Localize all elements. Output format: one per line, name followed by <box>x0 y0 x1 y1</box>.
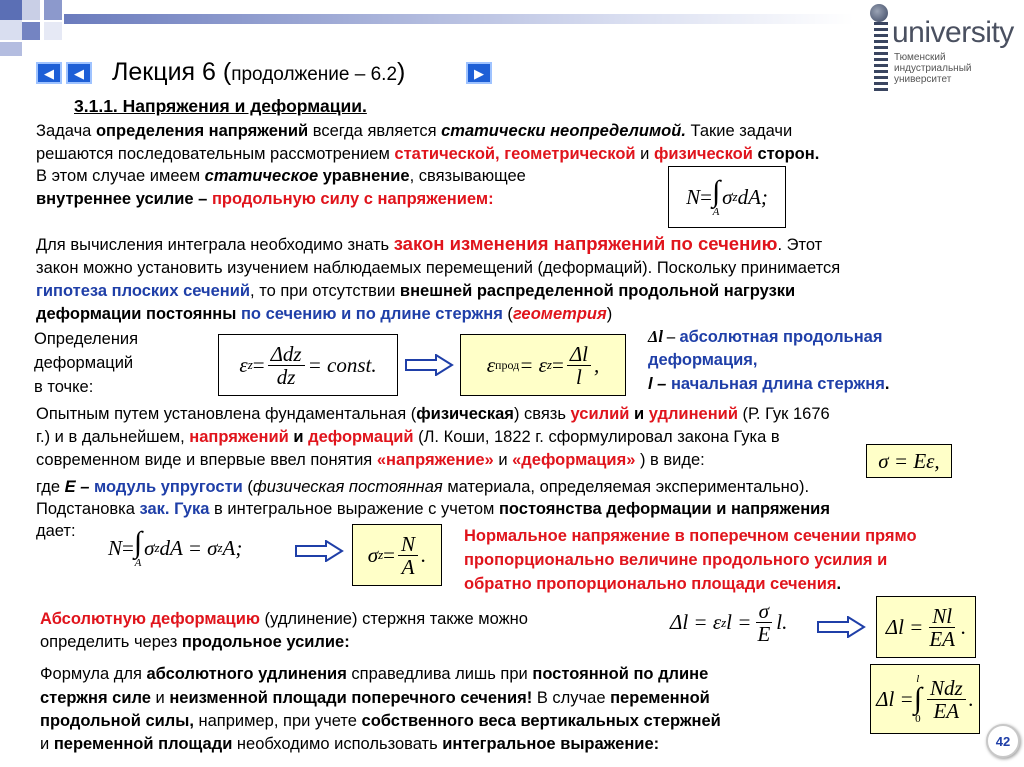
logo-line-2: индустриальный <box>894 63 972 74</box>
p1-n: , связывающее <box>409 167 526 185</box>
p5-b: физическая <box>416 405 514 423</box>
p5-line-3 <box>36 450 705 471</box>
p10-e: стержня силе <box>40 689 151 707</box>
f5-eq: = <box>122 535 134 560</box>
f3-end: , <box>594 352 600 377</box>
p10-d: постоянной по длине <box>532 665 709 683</box>
p2-g: внешней распределенной продольной нагрузки <box>399 282 796 300</box>
f2-end: = const. <box>307 352 377 377</box>
deco-square-6 <box>0 42 22 56</box>
f1-body: σ <box>722 184 733 209</box>
deco-square-4 <box>0 20 22 40</box>
p4-line-1 <box>648 326 882 348</box>
p4-e: . <box>884 375 890 393</box>
p1-l: статическое <box>204 167 319 185</box>
p7-line-1 <box>36 499 830 520</box>
f8-num: Nl <box>929 605 955 628</box>
f9-int: ∫ <box>913 682 922 715</box>
page-number-badge <box>986 724 1020 758</box>
p1-e: Такие задачи <box>685 122 793 140</box>
deco-square-5 <box>22 22 40 40</box>
p6-a: где <box>36 478 65 496</box>
p8-d: . <box>836 575 842 593</box>
f5-lim: A <box>134 557 142 569</box>
next-slide-icon: ▶ <box>474 65 484 81</box>
f1-lhs: N <box>686 184 701 209</box>
f3-frac <box>567 343 591 388</box>
p8-line-2: пропорционально величине продольного усилия и <box>464 551 888 569</box>
p2-k: геометрия <box>512 305 607 323</box>
p6-d: ( <box>242 478 253 496</box>
first-slide-icon: ◀ <box>44 65 54 81</box>
f8-den: EA <box>929 626 955 651</box>
p5-f: удлинений <box>648 405 738 423</box>
p2-i: по сечению и по длине стержня <box>236 305 503 323</box>
f9-bot: 0 <box>915 713 921 725</box>
p10-line-4 <box>40 734 659 755</box>
p10-h: В случае <box>532 689 611 707</box>
f3-lhs: ε <box>486 352 496 377</box>
f4-text: σ = Eε, <box>878 448 940 473</box>
p10-o: необходимо использовать <box>232 735 443 753</box>
p5-d: усилий <box>570 405 630 423</box>
f5-lhs: N <box>108 535 123 560</box>
p4-c: l – <box>648 375 671 393</box>
p1-f: решаются последовательным рассмотрением <box>36 145 395 163</box>
f5-body: σ <box>144 535 155 560</box>
p10-n: переменной площади <box>53 735 233 753</box>
p9-b: (удлинение) стержня также можно <box>259 610 528 628</box>
p5-l: (Л. Коши, 1822 г. сформулировал закона Гука в <box>413 428 780 446</box>
p10-g: неизменной площади поперечного сечения! <box>169 689 533 707</box>
p9-c: определить через <box>40 633 182 651</box>
p8-c: обратно пропорционально площади сечения <box>464 575 837 593</box>
f3-sub2: z <box>546 357 552 372</box>
p5-m: современном виде и впервые ввел понятия <box>36 451 377 469</box>
p9-line-2 <box>40 632 350 653</box>
f5-sub2: z <box>217 540 223 555</box>
p10-k: например, при учете <box>193 712 362 730</box>
deco-square-7 <box>44 22 62 40</box>
p9-d: продольное усилие: <box>181 633 350 651</box>
p2-line-4 <box>36 304 612 325</box>
f5-mid: dA = σ <box>159 535 218 560</box>
p5-a: Опытным путем установлена фундаментальная ( <box>36 405 417 423</box>
formula-static-equation <box>668 166 786 228</box>
p2-c: . Этот <box>777 236 823 254</box>
f7-lhs: Δl = ε <box>670 610 722 634</box>
f7-frac <box>754 600 773 645</box>
f5-end: A; <box>222 535 243 560</box>
f6-sub: z <box>378 547 384 562</box>
p5-g: (Р. Гук 1676 <box>737 405 830 423</box>
p10-j: продольной силы, <box>40 712 194 730</box>
f9-lhs: Δl = <box>876 686 914 711</box>
p7-b: зак. Гука <box>139 500 210 518</box>
formula-integral-elongation <box>870 664 980 734</box>
p5-e: и <box>629 405 649 423</box>
p1-a: Задача <box>36 122 96 140</box>
p7-a: Подстановка <box>36 500 140 518</box>
f2-frac <box>268 343 305 388</box>
formula-normal-stress <box>352 524 442 586</box>
p7-line-2: дает: <box>36 522 76 540</box>
f3-sub: прод <box>495 357 520 372</box>
deco-square-2 <box>22 0 40 20</box>
p1-o: внутреннее усилие – <box>36 190 212 208</box>
formula-elongation-derivation <box>670 600 787 645</box>
formula-longitudinal-strain <box>460 334 626 396</box>
p10-c: справедлива лишь при <box>346 665 533 683</box>
f1-lim: A <box>712 206 720 218</box>
p10-i: переменной <box>610 689 710 707</box>
f9-den: EA <box>933 698 960 723</box>
p1-c: всегда является <box>308 122 442 140</box>
p1-g: статической, геометрической <box>394 145 636 163</box>
deco-square-1 <box>0 0 22 20</box>
p2-a: Для вычисления интеграла необходимо знать <box>36 236 394 254</box>
f7-end: l. <box>776 610 788 634</box>
f8-frac <box>926 605 958 650</box>
p2-line-1 <box>36 233 822 256</box>
p1-line-2 <box>36 144 819 165</box>
p1-b: определения напряжений <box>95 122 309 140</box>
p5-k: деформаций <box>308 428 414 446</box>
university-logo <box>864 0 1024 100</box>
p1-k: В этом случае имеем <box>36 167 205 185</box>
page-number: 42 <box>995 733 1011 749</box>
p2-line-2: закон можно установить изучением наблюдаемых перемещений (деформаций). Поскольку принимается <box>36 259 841 277</box>
p1-line-1 <box>36 121 792 142</box>
p1-line-4 <box>36 189 494 210</box>
f7-sub: z <box>721 614 727 630</box>
p4-line-3 <box>648 374 889 395</box>
p5-n: «напряжение» <box>376 451 494 469</box>
p8-line-3 <box>464 574 841 595</box>
p3-line-3: в точке: <box>34 378 94 396</box>
f6-frac <box>398 533 418 578</box>
p10-m: и <box>40 735 54 753</box>
nav-prev-button[interactable] <box>66 62 92 84</box>
f9-num: Ndz <box>927 677 966 700</box>
title-end: ) <box>397 58 406 86</box>
f7-mid: l = <box>726 610 752 634</box>
globe-icon <box>870 4 888 22</box>
f8-end: . <box>961 614 967 639</box>
p6-f: материала, определяемая экспериментально). <box>442 478 810 496</box>
f5-sub: z <box>154 540 160 555</box>
p5-q: ) в виде: <box>635 451 705 469</box>
p5-i: напряжений <box>189 428 289 446</box>
p9-line-1 <box>40 609 528 630</box>
p5-c: ) связь <box>513 405 571 423</box>
f2-num: Δdz <box>268 343 305 366</box>
formula-absolute-elongation <box>876 596 976 658</box>
logo-line-3: университет <box>894 74 952 85</box>
p3-line-2: деформаций <box>34 354 134 372</box>
arrow-right-icon-1 <box>404 354 454 376</box>
p8-line-1: Нормальное напряжение в поперечном сечении прямо <box>464 527 917 545</box>
arrow-right-icon-2 <box>294 540 344 562</box>
p3-line-1: Определения <box>34 330 139 348</box>
header-gradient-bar <box>64 14 854 24</box>
p7-c: в интегральное выражение с учетом <box>209 500 499 518</box>
f6-eq: = <box>383 542 395 567</box>
p5-line-2 <box>36 427 780 448</box>
p2-e: гипотеза плоских сечений <box>36 282 251 300</box>
p2-j: ( <box>502 305 513 323</box>
f9-frac <box>927 677 966 722</box>
f1-int: ∫ <box>711 175 721 208</box>
f9-end: . <box>968 686 974 711</box>
p1-i: физической <box>653 145 753 163</box>
f2-eq: = <box>252 352 265 377</box>
p6-c: модуль упругости <box>94 478 243 496</box>
p5-j: и <box>288 428 309 446</box>
p10-b: абсолютного удлинения <box>146 665 347 683</box>
deco-square-3 <box>44 0 62 20</box>
p1-h: и <box>635 145 654 163</box>
p2-f: , то при отсутствии <box>250 282 400 300</box>
logo-line-1: Тюменский <box>894 52 946 63</box>
p2-l: ) <box>606 305 613 323</box>
p2-h: деформации постоянны <box>36 305 237 323</box>
f6-end: . <box>421 542 427 567</box>
p10-line-1 <box>40 664 708 685</box>
formula-integral-substitution <box>108 528 242 568</box>
f1-end: dA; <box>737 184 768 209</box>
p6-e: физическая постоянная <box>252 478 443 496</box>
p5-line-1 <box>36 404 830 425</box>
p5-o: и <box>493 451 513 469</box>
formula-hooke-law <box>866 444 952 478</box>
p6-b: E – <box>64 478 95 496</box>
logo-bars <box>874 22 888 94</box>
p4-delta: Δl – <box>648 327 680 346</box>
p10-p: интегральное выражение: <box>442 735 660 753</box>
f9-top: l <box>916 673 920 685</box>
p5-h: г.) и в дальнейшем, <box>36 428 190 446</box>
section-heading: 3.1.1. Напряжения и деформации. <box>74 96 367 116</box>
page-title <box>112 58 405 87</box>
logo-word: university <box>892 16 1014 49</box>
p10-l: собственного веса вертикальных стержней <box>361 712 721 730</box>
p4-line-2: деформация, <box>648 351 758 369</box>
f6-den: A <box>401 554 415 579</box>
p5-p: «деформация» <box>512 451 636 469</box>
prev-slide-icon: ◀ <box>74 65 84 81</box>
f1-eq: = <box>700 184 712 209</box>
f7-den: E <box>757 622 771 646</box>
f2-den: dz <box>276 364 296 389</box>
p4-a: абсолютная продольная <box>679 328 883 346</box>
f8-lhs: Δl = <box>885 614 924 639</box>
f7-num: σ <box>756 600 772 623</box>
p7-d: постоянства деформации и напряжения <box>498 500 830 518</box>
f3-eq: = ε <box>519 352 547 377</box>
title-main: Лекция 6 ( <box>112 58 232 86</box>
f6-lhs: σ <box>367 542 379 567</box>
p4-d: начальная длина стержня <box>670 375 885 393</box>
p1-p: продольную силу с напряжением: <box>211 190 494 208</box>
f2-lhs: ε <box>239 352 248 377</box>
f3-eq2: = <box>551 352 564 377</box>
p1-d: статически неопределимой. <box>441 122 686 140</box>
f5-int: ∫ <box>133 526 143 559</box>
p1-j: сторон. <box>752 145 820 163</box>
f1-sub: z <box>732 189 738 204</box>
p1-m: уравнение <box>318 167 410 185</box>
p10-f: и <box>150 689 170 707</box>
p10-line-3 <box>40 711 721 732</box>
f6-num: N <box>398 533 418 556</box>
nav-first-button[interactable] <box>36 62 62 84</box>
nav-next-button[interactable] <box>466 62 492 84</box>
p6-line-1 <box>36 477 809 498</box>
p9-a: Абсолютную деформацию <box>40 610 260 628</box>
arrow-right-icon-3 <box>816 616 866 638</box>
title-small: продолжение – 6.2 <box>231 64 398 85</box>
p10-line-2 <box>40 688 710 709</box>
p2-line-3 <box>36 281 795 302</box>
formula-strain-point <box>218 334 398 396</box>
f2-sub: z <box>247 357 253 372</box>
p10-a: Формула для <box>40 665 147 683</box>
p1-line-3 <box>36 166 526 187</box>
p2-b: закон изменения напряжений по сечению <box>393 233 778 254</box>
f3-den: l <box>575 364 582 389</box>
f3-num: Δl <box>567 343 591 366</box>
